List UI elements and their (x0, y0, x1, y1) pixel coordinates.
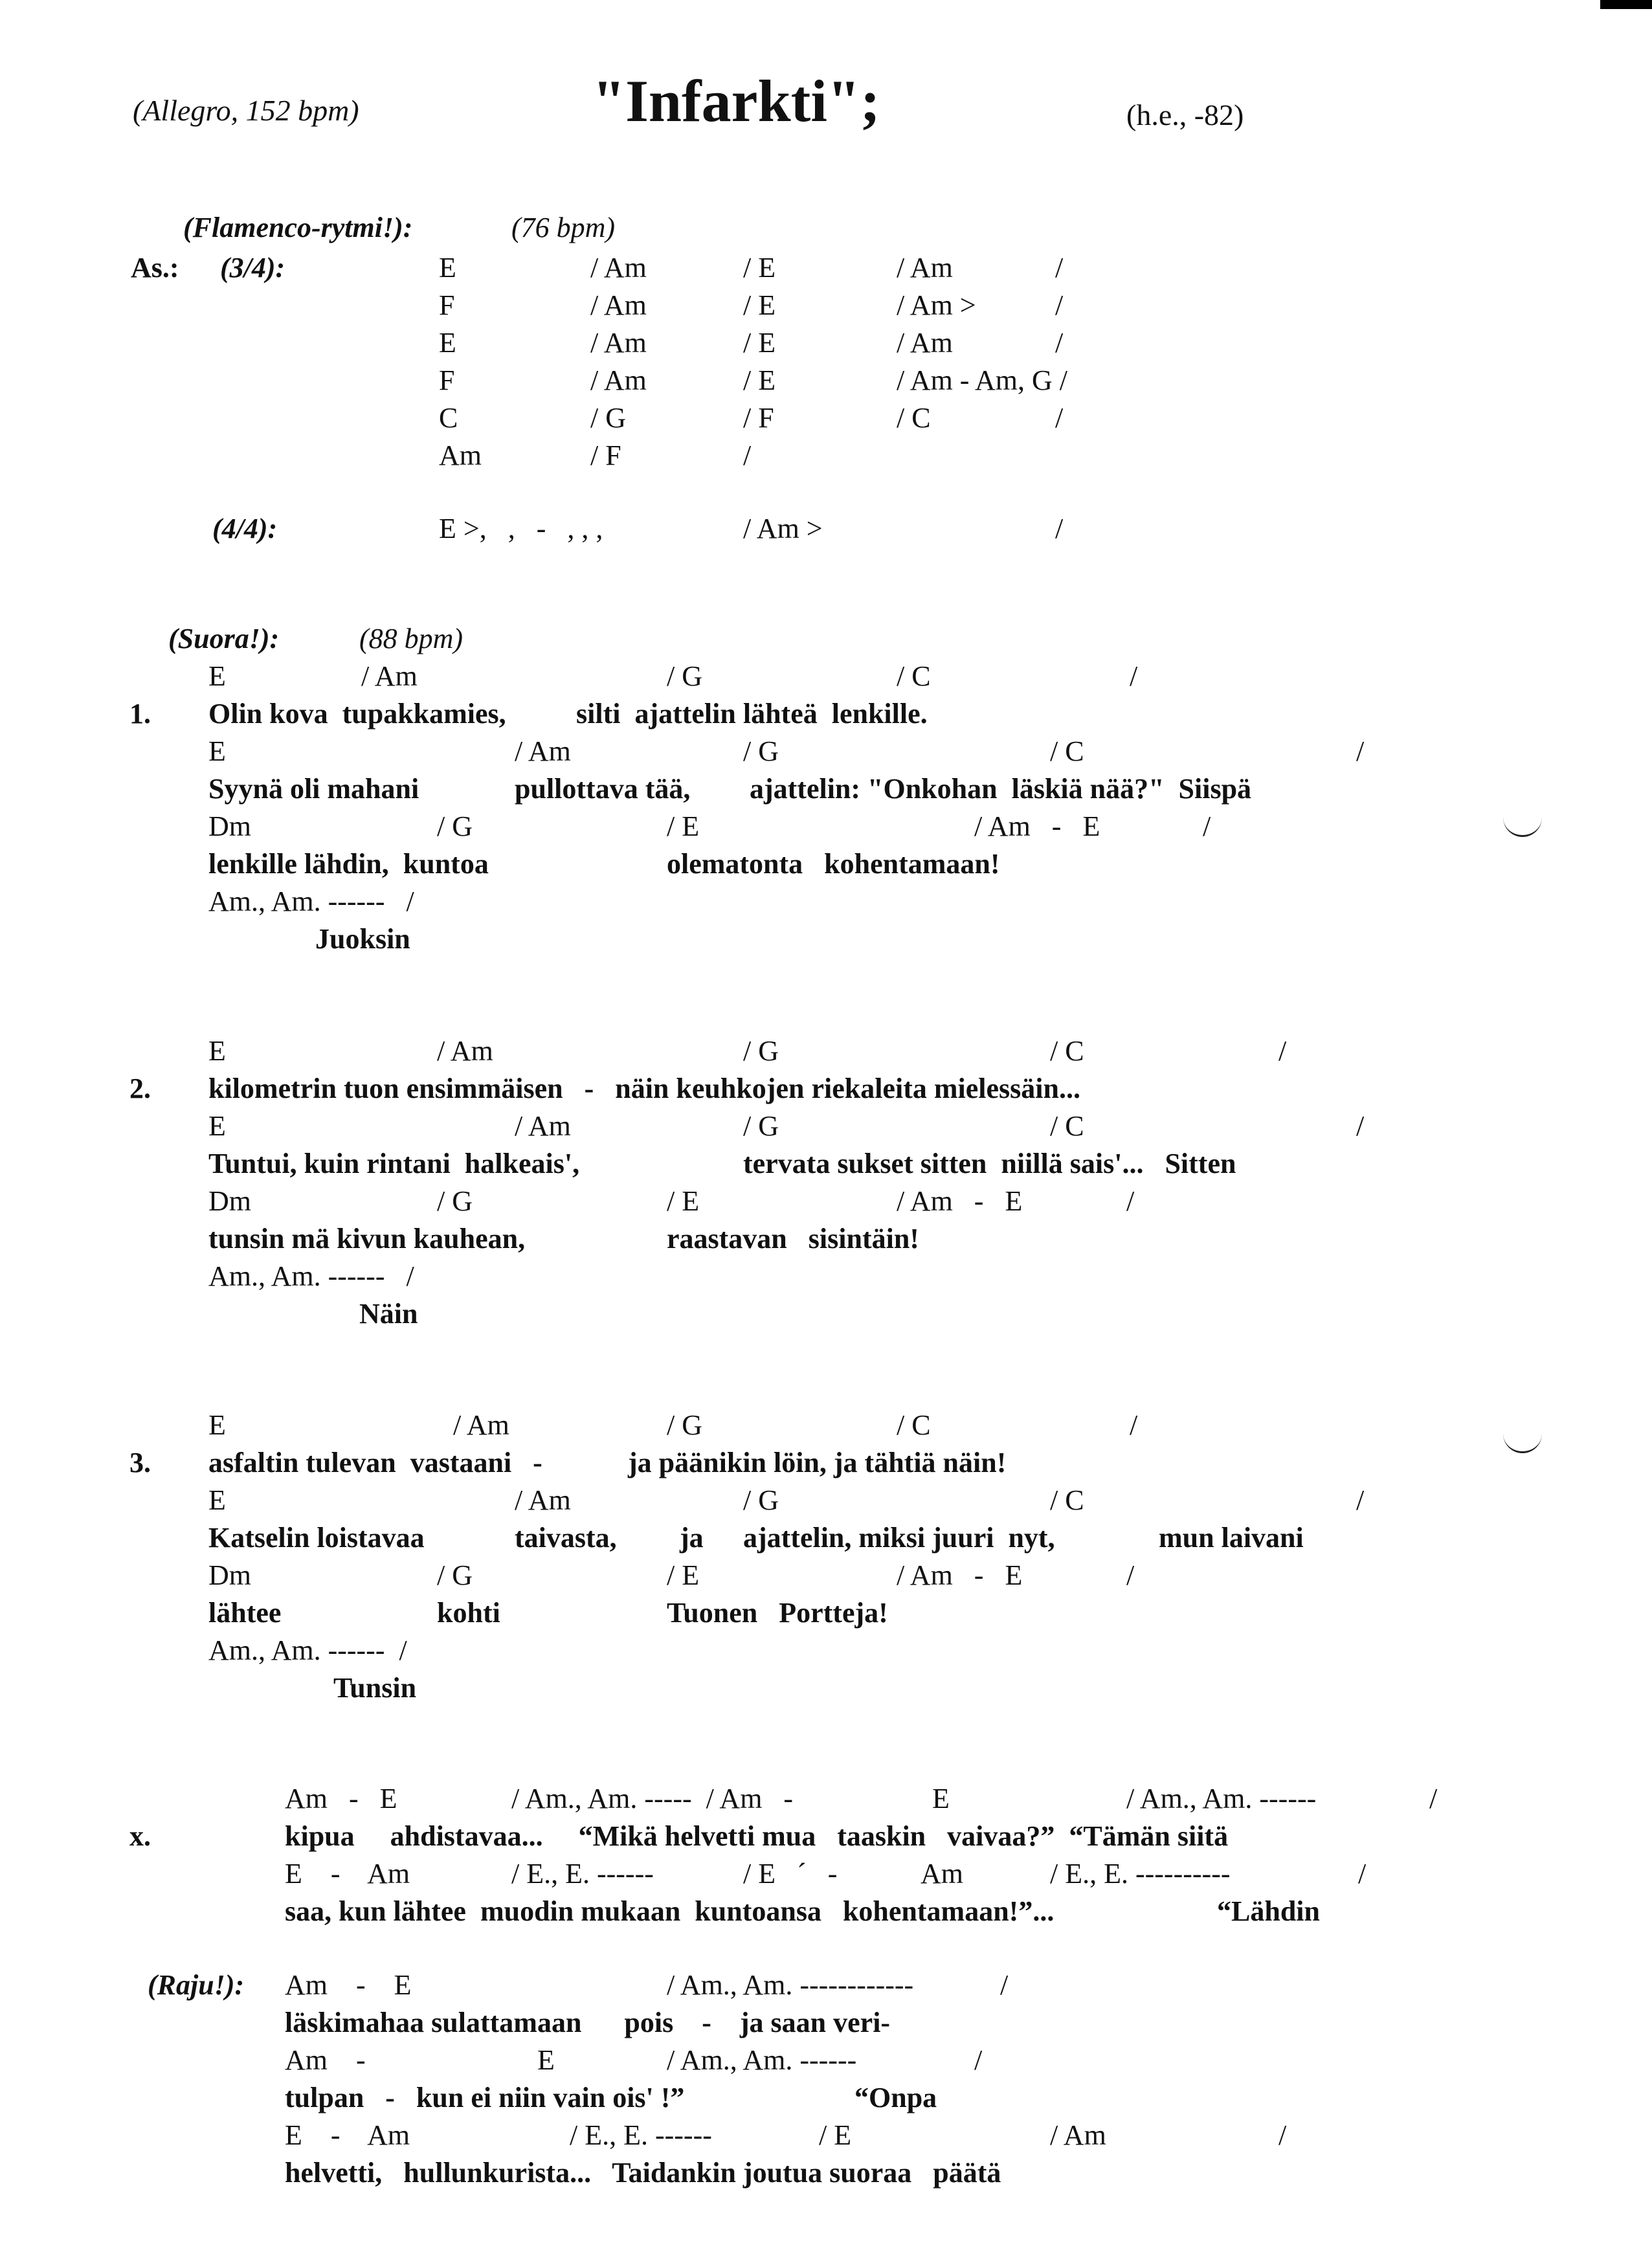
bar-line: / (1000, 1969, 1009, 2001)
lyric: ajattelin, miksi juuri nyt, (743, 1522, 1055, 1554)
chord: E (208, 660, 226, 692)
chord: / Am (897, 327, 953, 359)
lyric: tulpan - kun ei niin vain ois' !” (285, 2082, 685, 2113)
lyric: asfaltin tulevan vastaani - (208, 1447, 542, 1478)
chord: E (537, 2044, 555, 2076)
chord: / G (590, 402, 626, 434)
chord: / Am (590, 364, 647, 396)
chord: / G (667, 1409, 702, 1441)
chord: / Am (437, 1035, 493, 1067)
verse-number: 3. (129, 1447, 151, 1478)
chord: / E (743, 289, 776, 321)
chord: E - Am (285, 2119, 410, 2151)
bar-line: / (1055, 252, 1064, 284)
chord: / Am (515, 735, 571, 767)
punch-hole-mark (1503, 809, 1542, 837)
chord: / F (743, 402, 774, 434)
lyric: taivasta, (515, 1522, 617, 1554)
lyric: lähtee (208, 1597, 282, 1629)
bar-line: / (1055, 327, 1064, 359)
lyric: kilometrin tuon ensimmäisen - näin keuhkojen riekaleita mielessäin... (208, 1073, 1080, 1104)
chord: / E., E. ------ (570, 2119, 712, 2151)
chord: / G (437, 1185, 473, 1217)
straight-bpm: (88 bpm) (359, 623, 463, 654)
chord: / C (1050, 1110, 1084, 1142)
bar-line: / (1130, 660, 1138, 692)
lyric: “Lähdin (1217, 1895, 1320, 1927)
bar-line: / (1055, 513, 1064, 544)
lyric: Tuntui, kuin rintani halkeais', (208, 1148, 580, 1179)
chord: E (208, 1110, 226, 1142)
chord: Dm (208, 1185, 251, 1217)
chord: Am (439, 440, 482, 471)
chord: Dm (208, 810, 251, 842)
chord: / C (897, 402, 931, 434)
bar-line: / (1356, 1484, 1365, 1516)
chord: / Am (590, 327, 647, 359)
chord: Am., Am. ------ / (208, 1260, 414, 1292)
chord: / Am., Am. ------ (1126, 1783, 1317, 1814)
lyric: raastavan sisintäin! (667, 1223, 919, 1254)
lyric: tervata sukset sitten niillä sais'... Sitten (743, 1148, 1236, 1179)
lyric: tunsin mä kivun kauhean, (208, 1223, 526, 1254)
lyric: helvetti, hullunkurista... Taidankin joutua suoraa päätä (285, 2157, 1001, 2189)
intro-bpm: (76 bpm) (511, 212, 616, 243)
chord: / Am., Am. ----- / Am - (511, 1783, 794, 1814)
lyric: Näin (359, 1298, 418, 1330)
bar-line: / (1055, 289, 1064, 321)
chord: / G (743, 1035, 779, 1067)
chord: / Am., Am. ------------ (667, 1969, 914, 2001)
chord: / E (743, 327, 776, 359)
bar-line: / (1130, 1409, 1138, 1441)
lyric: olematonta kohentamaan! (667, 848, 1000, 880)
chord: C (439, 402, 458, 434)
chord: / Am (515, 1484, 571, 1516)
chord: E (208, 735, 226, 767)
chord: / C (1050, 1035, 1084, 1067)
chord: / Am > (897, 289, 976, 321)
chord: / G (437, 1559, 473, 1591)
punch-hole-mark (1503, 1425, 1542, 1453)
chord: Am., Am. ------ / (208, 1634, 407, 1666)
lyric: pullottava tää, (515, 773, 691, 805)
lyric: Katselin loistavaa (208, 1522, 425, 1554)
chord: E (208, 1035, 226, 1067)
chord: / Am (1050, 2119, 1106, 2151)
chord: E (932, 1783, 950, 1814)
intro-as-label: As.: (131, 252, 179, 284)
bar-line: / (1203, 810, 1211, 842)
tempo-marking: (Allegro, 152 bpm) (133, 94, 359, 127)
chord: Dm (208, 1559, 251, 1591)
lyric: Juoksin (315, 923, 410, 955)
intro-rhythm-label: (Flamenco-rytmi!): (183, 212, 413, 243)
bar-line: / (1126, 1559, 1135, 1591)
intro-meter-44: (4/4): (212, 513, 278, 544)
bar-line: / (974, 2044, 983, 2076)
chord: Am - (285, 2044, 366, 2076)
straight-section-label: (Suora!): (168, 623, 280, 654)
lyric: “Onpa (854, 2082, 937, 2113)
bar-line: / (1356, 735, 1365, 767)
chord: F (439, 364, 455, 396)
verse-number: 2. (129, 1073, 151, 1104)
chord: / C (897, 660, 931, 692)
chord: E (439, 327, 456, 359)
song-title: "Infarkti"; (592, 68, 880, 134)
bar-line: / (1126, 1185, 1135, 1217)
chord: E (208, 1409, 226, 1441)
lyric: ajattelin: "Onkohan läskiä nää?" Siispä (750, 773, 1252, 805)
verse-number: 1. (129, 698, 151, 730)
intro-meter: (3/4): (220, 252, 285, 284)
lyric: mun laivani (1159, 1522, 1304, 1554)
chord-rhythm: E >, , - , , , (439, 513, 603, 544)
chord: Am., Am. ------ / (208, 886, 414, 917)
bar-line: / (1278, 1035, 1287, 1067)
chord: / C (897, 1409, 931, 1441)
chord: / Am (897, 252, 953, 284)
chord: / Am - E (974, 810, 1100, 842)
chord: / G (743, 1484, 779, 1516)
chord: / E ´ - (743, 1858, 838, 1890)
chord: E - Am (285, 1858, 410, 1890)
lyric: lenkille lähdin, kuntoa (208, 848, 489, 880)
bar-line: / (1358, 1858, 1367, 1890)
chord: / E (743, 364, 776, 396)
lyric: Olin kova tupakkamies, (208, 698, 506, 730)
chord: / Am - E (897, 1185, 1023, 1217)
bar-line: / (1278, 2119, 1287, 2151)
chord: / Am (590, 252, 647, 284)
bar-line: / (1356, 1110, 1365, 1142)
chord: / Am., Am. ------ (667, 2044, 857, 2076)
chord: / F (590, 440, 621, 471)
chord: / Am - E (897, 1559, 1023, 1591)
chord: E (439, 252, 456, 284)
chord: / C (1050, 735, 1084, 767)
chord: / E (743, 252, 776, 284)
chord: / E (667, 1185, 700, 1217)
chord: E (208, 1484, 226, 1516)
credit: (h.e., -82) (1126, 98, 1244, 131)
chord: Am (921, 1858, 963, 1890)
chord: / E., E. ---------- (1050, 1858, 1231, 1890)
lyric: kipua ahdistavaa... “Mikä helvetti mua taaskin vaivaa?” “Tämän siitä (285, 1820, 1229, 1852)
chord: Am - E (285, 1783, 397, 1814)
chord: / E (819, 2119, 852, 2151)
chorus-number: x. (129, 1820, 151, 1852)
bar-line: / (1055, 402, 1064, 434)
lyric: ja (680, 1522, 704, 1554)
chord: / E., E. ------ (511, 1858, 654, 1890)
lyric: silti ajattelin lähteä lenkille. (576, 698, 928, 730)
chord: / E (667, 1559, 700, 1591)
lyric: Syynä oli mahani (208, 773, 419, 805)
chord: / G (743, 735, 779, 767)
lyric: Tuonen Portteja! (667, 1597, 888, 1629)
lyric: läskimahaa sulattamaan pois - ja saan veri- (285, 2007, 891, 2038)
scan-corner-mark (1600, 0, 1652, 9)
chord: / Am - Am, G / (897, 364, 1068, 396)
chord: / G (437, 810, 473, 842)
chord: / Am (515, 1110, 571, 1142)
chord: F (439, 289, 455, 321)
chord: / E (667, 810, 700, 842)
lyric: saa, kun lähtee muodin mukaan kuntoansa kohentamaan!”... (285, 1895, 1055, 1927)
lyric: Tunsin (333, 1672, 417, 1704)
chord: / Am (453, 1409, 509, 1441)
lyric: kohti (437, 1597, 500, 1629)
chord: Am - E (285, 1969, 412, 2001)
bar-line: / (1429, 1783, 1438, 1814)
chord: / G (667, 660, 702, 692)
chord: / G (743, 1110, 779, 1142)
chord: / Am (361, 660, 418, 692)
raju-section-label: (Raju!): (148, 1969, 245, 2001)
chord: / Am > (743, 513, 823, 544)
chord: / Am (590, 289, 647, 321)
lyric: ja päänikin löin, ja tähtiä näin! (628, 1447, 1007, 1478)
chord: / C (1050, 1484, 1084, 1516)
bar-line: / (743, 440, 752, 471)
